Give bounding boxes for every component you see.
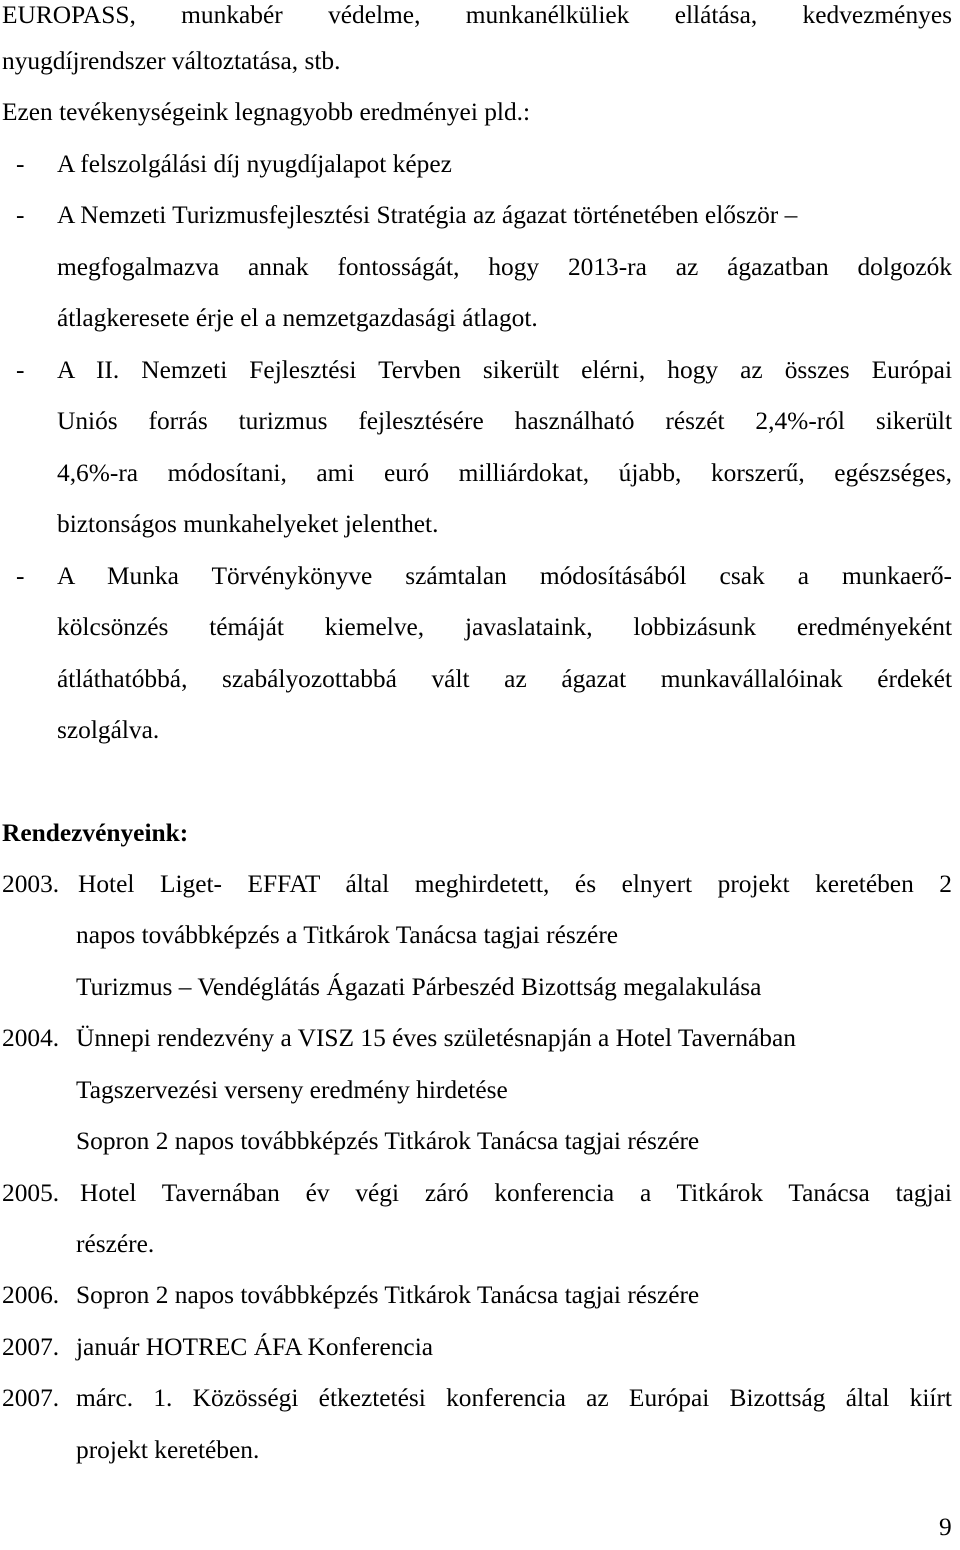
intro-line-2: nyugdíjrendszer változtatása, stb. bbox=[2, 47, 341, 75]
event-2003-line-1: Hotel Liget- EFFAT által meghirdetett, és elnyert projekt keretében 2 bbox=[78, 870, 952, 898]
event-2003-year: 2003. bbox=[2, 870, 60, 898]
event-2007-line-1: január HOTREC ÁFA Konferencia bbox=[76, 1333, 434, 1361]
event-2006-year: 2006. bbox=[2, 1281, 60, 1309]
bullet-3-dash: - bbox=[16, 356, 25, 384]
event-2003-line-3: Turizmus – Vendéglátás Ágazati Párbeszéd Bizottság megalakulása bbox=[76, 973, 762, 1001]
bullet-1-line-1: A felszolgálási díj nyugdíjalapot képez bbox=[57, 150, 452, 178]
bullet-3-line-2: Uniós forrás turizmus fejlesztésére használható részét 2,4%-ról sikerült bbox=[57, 407, 952, 435]
bullet-4-line-3: átláthatóbbá, szabályozottabbá vált az ágazat munkavállalóinak érdekét bbox=[57, 665, 952, 693]
event-2007-march-line-1: márc. 1. Közösségi étkeztetési konferencia az Európai Bizottság által kiírt bbox=[76, 1384, 952, 1412]
bullet-4-line-1: A Munka Törvénykönyve számtalan módosításából csak a munkaerő- bbox=[57, 562, 952, 590]
event-2007-march-line-2: projekt keretében. bbox=[76, 1436, 260, 1464]
events-heading: Rendezvényeink: bbox=[2, 819, 189, 847]
bullet-3-line-1: A II. Nemzeti Fejlesztési Tervben sikerült elérni, hogy az összes Európai bbox=[57, 356, 952, 384]
bullet-4-line-2: kölcsönzés témáját kiemelve, javaslataink, lobbizásunk eredményeként bbox=[57, 613, 952, 641]
bullet-2-line-3: átlagkeresete érje el a nemzetgazdasági átlagot. bbox=[57, 304, 538, 332]
event-2004-line-2: Tagszervezési verseny eredmény hirdetése bbox=[76, 1076, 508, 1104]
bullet-3-line-4: biztonságos munkahelyeket jelenthet. bbox=[57, 510, 439, 538]
bullet-3-line-3: 4,6%-ra módosítani, ami euró milliárdokat, újabb, korszerű, egészséges, bbox=[57, 459, 952, 487]
page-number: 9 bbox=[939, 1513, 952, 1541]
event-2005-line-2: részére. bbox=[76, 1230, 155, 1258]
bullet-2-line-2: megfogalmazva annak fontosságát, hogy 2013-ra az ágazatban dolgozók bbox=[57, 253, 952, 281]
bullet-2-line-1: A Nemzeti Turizmusfejlesztési Stratégia az ágazat történetében először – bbox=[57, 201, 798, 229]
results-heading: Ezen tevékenységeink legnagyobb eredményei pld.: bbox=[2, 98, 531, 126]
event-2006-line-1: Sopron 2 napos továbbképzés Titkárok Tanácsa tagjai részére bbox=[76, 1281, 700, 1309]
intro-line-1: EUROPASS, munkabér védelme, munkanélküliek ellátása, kedvezményes bbox=[2, 1, 952, 29]
event-2004-year: 2004. bbox=[2, 1024, 60, 1052]
event-2004-line-3: Sopron 2 napos továbbképzés Titkárok Tanácsa tagjai részére bbox=[76, 1127, 700, 1155]
bullet-4-line-4: szolgálva. bbox=[57, 716, 160, 744]
event-2003-line-2: napos továbbképzés a Titkárok Tanácsa tagjai részére bbox=[76, 921, 619, 949]
event-2007-march-year: 2007. bbox=[2, 1384, 60, 1412]
event-2005-line-1: Hotel Tavernában év végi záró konferencia a Titkárok Tanácsa tagjai bbox=[80, 1179, 952, 1207]
bullet-4-dash: - bbox=[16, 562, 25, 590]
bullet-2-dash: - bbox=[16, 201, 25, 229]
event-2007-year: 2007. bbox=[2, 1333, 60, 1361]
event-2004-line-1: Ünnepi rendezvény a VISZ 15 éves születésnapján a Hotel Tavernában bbox=[76, 1024, 796, 1052]
event-2005-year: 2005. bbox=[2, 1179, 60, 1207]
bullet-1-dash: - bbox=[16, 150, 25, 178]
